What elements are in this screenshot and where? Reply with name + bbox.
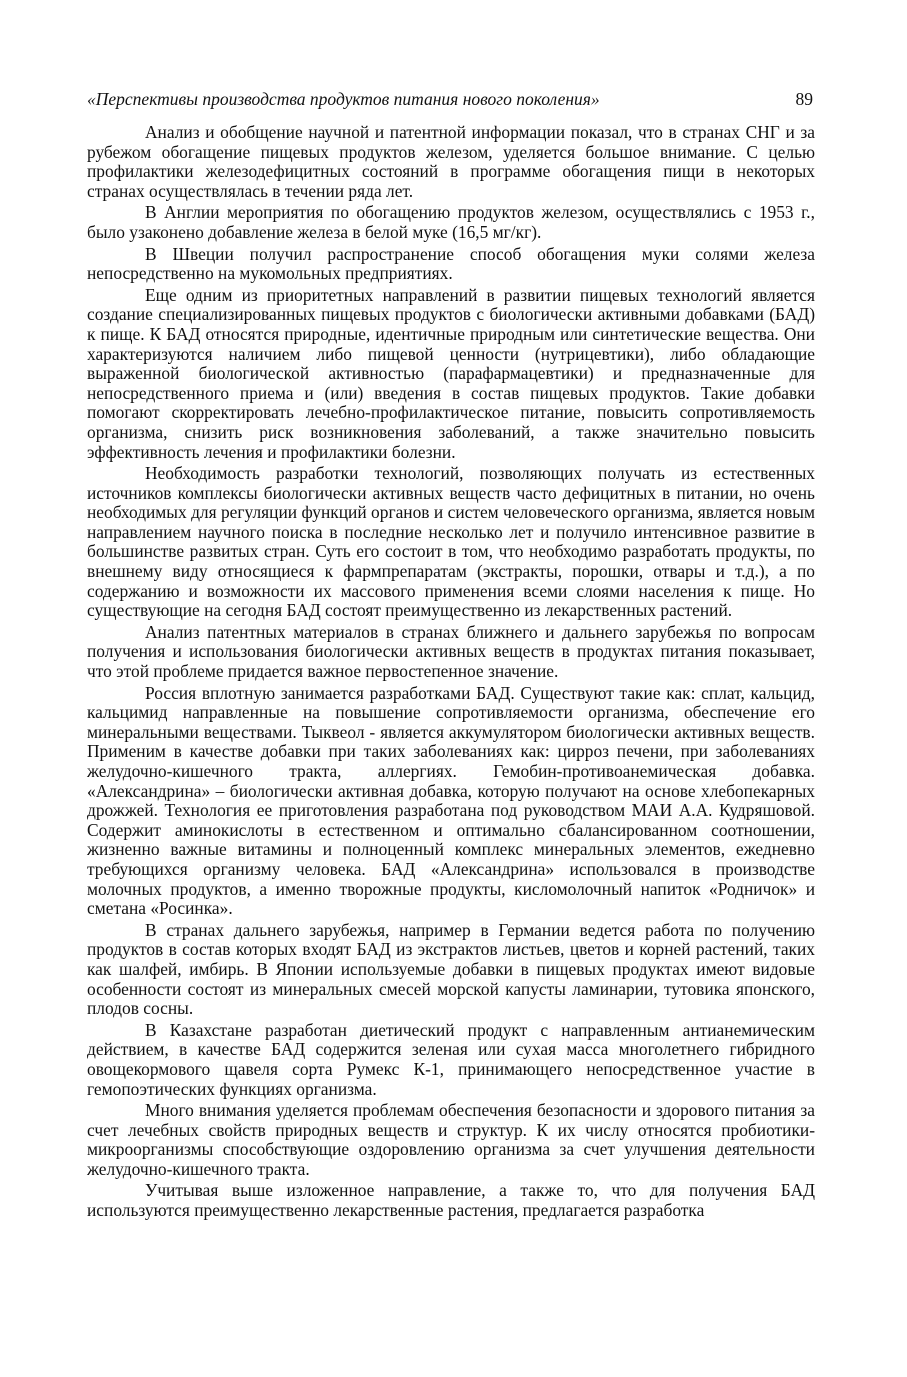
running-header-title: «Перспективы производства продуктов питания нового поколения» xyxy=(87,89,600,109)
body-text xyxy=(87,123,815,1221)
paragraph-patent-analysis: Анализ патентных материалов в странах ближнего и дальнего зарубежья по вопросам получения и использования биологически активных веществ в продуктах питания показывает, что этой проблеме придается важное первостепенное значение. xyxy=(87,621,815,682)
running-header xyxy=(87,88,815,110)
paragraph-iron-fortification: Анализ и обобщение научной и патентной информации показал, что в странах СНГ и за рубежом обогащение пищевых продуктов железом, уделяется большое внимание. С целью профилактики железодефицитных состояний в программе обогащения пищи в некоторых странах осуществлялась в течении ряда лет. xyxy=(87,122,815,201)
paragraph-probiotics: Много внимания уделяется проблемам обеспечения безопасности и здорового питания за счет лечебных свойств природных веществ и структур. К их числу относятся пробиотики-микроорганизмы способствующие оздоровлению организма за счет улучшения деятельности желудочно-кишечного тракта. xyxy=(87,1100,815,1179)
paragraph-conclusion: Учитывая выше изложенное направление, а также то, что для получения БАД используются преимущественно лекарственные растения, предлагается разработка xyxy=(87,1180,815,1221)
paragraph-sweden: В Швеции получил распространение способ обогащения муки солями железа непосредственно на мукомольных предприятиях. xyxy=(87,243,815,284)
paragraph-natural-sources: Необходимость разработки технологий, позволяющих получать из естественных источников комплексы биологически активных веществ часто дефицитных в питании, но очень необходимых для регуляции функций органов и систем человеческого организма, является новым направлением научного поиска в последние несколько лет и получило интенсивное развитие в большинстве развитых стран. Суть его состоит в том, что необходимо разработать продукты, по внешнему виду относящиеся к фармпрепаратам (экстракты, порошки, отвары и т.д.), а по содержанию и возможности их массового применения всеми слоями населения к пище. Но существующие на сегодня БАД состоят преимущественно из лекарственных растений. xyxy=(87,463,815,621)
paragraph-england: В Англии мероприятия по обогащению продуктов железом, осуществлялись с 1953 г., было узаконено добавление железа в белой муке (16,5 мг/кг). xyxy=(87,202,815,242)
paragraph-far-abroad: В странах дальнего зарубежья, например в Германии ведется работа по получению продуктов в состав которых входят БАД из экстрактов листьев, цветов и корней растений, таких как шалфей, имбирь. В Японии используемые добавки в пищевых продуктах имеют видовые особенности состоят из минеральных смесей морской капусты ламинарии, тутовика японского, плодов сосны. xyxy=(87,919,815,1019)
page-number: 89 xyxy=(795,89,813,109)
document-page xyxy=(87,88,815,1223)
paragraph-russia: Россия вплотную занимается разработками БАД. Существуют такие как: сплат, кальцид, кальцимид направленные на повышение сопротивляемости организма, обеспечение его минеральными веществами. Тыквеол - является аккумулятором биологически активных веществ. Применим в качестве добавки при таких заболеваниях как: цирроз печени, при заболеваниях желудочно-кишечного тракта, аллергиях. Гемобин-противоанемическая добавка. «Александрина» – биологически активная добавка, которую получают на основе хлебопекарных дрожжей. Технология ее приготовления разработана под руководством МАИ А.А. Кудряшовой. Содержит аминокислоты в естественном и оптимально сбалансированном соотношении, жизненно важные витамины и полноценный комплекс минеральных элементов, ежедневно требующихся организму человека. БАД «Александрина» использовался в производстве молочных продуктов, а именно творожные продукты, кисломолочный напиток «Родничок» и сметана «Росинка». xyxy=(87,682,815,919)
paragraph-bad-definition: Еще одним из приоритетных направлений в развитии пищевых технологий является создание специализированных пищевых продуктов с биологически активными добавками (БАД) к пище. К БАД относятся природные, идентичные природным или синтетические вещества. Они характеризуются наличием либо пищевой ценности (нутрицевтики), либо обладающие выраженной биологической активностью (парафармацевтики) и предназначенные для непосредственного приема и (или) введения в состав пищевых продуктов. Такие добавки помогают скорректировать лечебно-профилактическое питание, повысить сопротивляемость организма, снизить риск возникновения заболеваний, а также значительно повысить эффективность лечения и профилактики болезни. xyxy=(87,284,815,462)
paragraph-kazakhstan: В Казахстане разработан диетический продукт с направленным антианемическим действием, в качестве БАД содержится зеленая или сухая масса многолетнего гибридного овощекормового щавеля сорта Румекс К-1, принимающего непосредственное участие в гемопоэтических функциях организма. xyxy=(87,1019,815,1099)
